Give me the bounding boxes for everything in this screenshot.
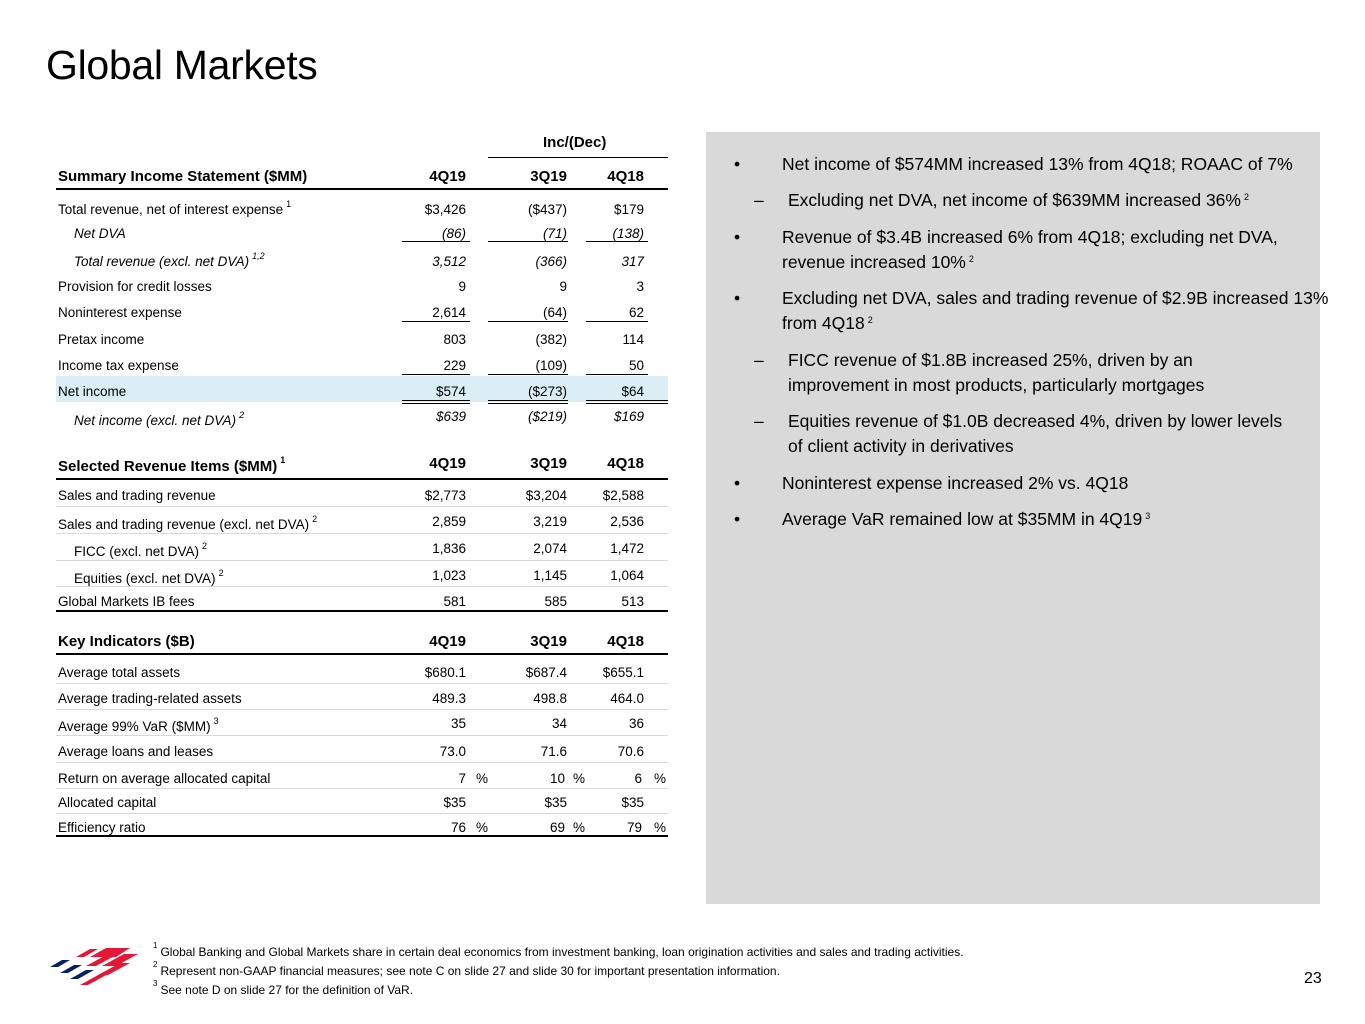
- cell: 36: [628, 716, 644, 731]
- percent-sign: %: [573, 820, 586, 835]
- cell: 10: [549, 771, 565, 786]
- cell: 1,145: [533, 568, 567, 583]
- row-separator: [56, 560, 668, 561]
- row-label: Efficiency ratio: [58, 820, 146, 835]
- percent-sign: %: [573, 771, 586, 786]
- cell: (71): [542, 226, 567, 241]
- bullet-marker: •: [734, 227, 741, 247]
- cell: $35: [621, 795, 644, 810]
- cell: 69: [549, 820, 565, 835]
- cell: $169: [613, 409, 644, 424]
- table-row: [56, 402, 668, 428]
- row-label: Total revenue, net of interest expense $^1$: [58, 199, 292, 217]
- dash-marker: –: [754, 350, 764, 370]
- footnote: $^2$ Represent non-GAAP financial measures; see note C on slide 27 and slide 30 for important presentation information.: [153, 960, 780, 978]
- col-header: 3Q19: [530, 455, 567, 472]
- row-label: Average loans and leases: [58, 744, 214, 759]
- cell: 803: [443, 332, 466, 347]
- percent-sign: %: [654, 820, 667, 835]
- row-label: Sales and trading revenue: [58, 488, 216, 503]
- cell: $687.4: [525, 665, 567, 680]
- cell: $639: [435, 409, 466, 424]
- col-header: 3Q19: [530, 633, 567, 650]
- table-header: [56, 162, 668, 188]
- cell: 513: [621, 594, 644, 609]
- dash-marker: –: [754, 190, 764, 210]
- cell: $655.1: [602, 665, 644, 680]
- cell: 62: [628, 305, 644, 320]
- cell: 34: [551, 716, 567, 731]
- cell: (382): [535, 332, 567, 347]
- revenue-header: Selected Revenue Items ($MM) $^1$: [58, 455, 286, 475]
- cell: 35: [450, 716, 466, 731]
- cell: 581: [443, 594, 466, 609]
- header-rule: [56, 188, 668, 190]
- cell: 3,219: [533, 514, 567, 529]
- table-row: [56, 763, 668, 789]
- cell: (64): [542, 305, 567, 320]
- cell: 2,536: [610, 514, 644, 529]
- table-row: [56, 657, 668, 683]
- row-label: Average trading-related assets: [58, 691, 242, 706]
- row-label: Net DVA: [74, 226, 126, 241]
- cell: 585: [544, 594, 567, 609]
- footnote: $^1$ Global Banking and Global Markets share in certain deal economics from investment banking, loan origination activities and sales and trading activities.: [153, 941, 964, 959]
- cell: 114: [622, 332, 644, 347]
- cell: 2,859: [432, 514, 466, 529]
- subtotal-rule: [488, 374, 568, 375]
- row-label: Total revenue (excl. net DVA) $^{1,2}$: [74, 251, 265, 269]
- summary-header: Summary Income Statement ($MM): [58, 168, 308, 185]
- bullet-text: Net income of $574MM increased 13% from 4Q18; ROAAC of 7%: [782, 154, 1293, 174]
- cell: 2,074: [533, 541, 567, 556]
- cell: ($437): [527, 202, 567, 217]
- bullet-text: Revenue of $3.4B increased 6% from 4Q18; excluding net DVA, revenue increased 10% $^2$: [782, 227, 1278, 272]
- percent-sign: %: [654, 771, 667, 786]
- cell: 73.0: [439, 744, 466, 759]
- cell: 6: [634, 771, 642, 786]
- row-label: Global Markets IB fees: [58, 594, 195, 609]
- inc-dec-underline: [488, 157, 668, 158]
- cell: 1,023: [432, 568, 466, 583]
- cell: $680.1: [424, 665, 466, 680]
- cell: ($273): [527, 384, 567, 399]
- cell: 489.3: [432, 691, 466, 706]
- cell: 79: [626, 820, 642, 835]
- inc-dec-label: Inc/(Dec): [543, 134, 607, 151]
- cell: $574: [435, 384, 466, 399]
- cell: $179: [613, 202, 644, 217]
- table-row: [56, 194, 668, 220]
- cell: ($219): [527, 409, 567, 424]
- cell: 71.6: [540, 744, 567, 759]
- cell: 2,614: [432, 305, 466, 320]
- bullet-text: Noninterest expense increased 2% vs. 4Q18: [782, 473, 1129, 493]
- table-row: [56, 736, 668, 762]
- table-row: [56, 271, 668, 297]
- page-number: 23: [1304, 970, 1322, 987]
- cell: 317: [621, 254, 644, 269]
- row-label: Noninterest expense: [58, 305, 182, 320]
- dash-marker: –: [754, 411, 764, 431]
- percent-sign: %: [476, 820, 489, 835]
- table-header: [56, 452, 668, 478]
- bullet-text: Excluding net DVA, net income of $639MM increased 36% $^2$: [788, 190, 1249, 210]
- subtotal-rule: [402, 241, 470, 242]
- cell: $3,426: [424, 202, 466, 217]
- col-header: 4Q19: [429, 168, 466, 185]
- row-label: Pretax income: [58, 332, 145, 347]
- cell: $2,773: [424, 488, 466, 503]
- bullet-text: Average VaR remained low at $35MM in 4Q19 $^3$: [782, 509, 1151, 529]
- cell: 1,836: [432, 541, 466, 556]
- cell: $35: [443, 795, 466, 810]
- cell: 3,512: [432, 254, 466, 269]
- cell: (138): [612, 226, 644, 241]
- cell: 9: [458, 279, 466, 294]
- row-label: Income tax expense: [58, 358, 179, 373]
- table-row: [56, 324, 668, 350]
- cell: $2,588: [602, 488, 644, 503]
- row-label: Equities (excl. net DVA) $^2$: [74, 568, 224, 586]
- col-header: 3Q19: [530, 168, 567, 185]
- table-bottom-rule: [56, 610, 668, 612]
- cell: (366): [535, 254, 567, 269]
- table-row: [56, 586, 668, 612]
- col-header: 4Q19: [429, 633, 466, 650]
- net-income-row: [56, 376, 668, 402]
- col-header: 4Q18: [607, 633, 644, 650]
- subtotal-rule: [488, 321, 568, 322]
- col-header: 4Q19: [429, 455, 466, 472]
- bullet-text: FICC revenue of $1.8B increased 25%, driven by an improvement in most products, particularly mortgages: [788, 350, 1205, 395]
- table-row: [56, 246, 668, 272]
- col-header: 4Q18: [607, 455, 644, 472]
- cell: 9: [559, 279, 567, 294]
- row-label: Average total assets: [58, 665, 181, 680]
- bullet-text: Equities revenue of $1.0B decreased 4%, driven by lower levels of client activity in derivatives: [788, 411, 1283, 456]
- bank-logo-icon: [46, 945, 138, 995]
- table-row: [56, 787, 668, 813]
- footnote: $^3$ See note D on slide 27 for the definition of VaR.: [153, 979, 414, 997]
- row-separator: [56, 506, 668, 507]
- table-row: [56, 536, 668, 562]
- cell: (86): [441, 226, 466, 241]
- bullet-marker: •: [734, 509, 741, 529]
- page-title: Global Markets: [46, 42, 318, 88]
- cell: 498.8: [533, 691, 567, 706]
- table-header: [56, 627, 668, 653]
- cell: 70.6: [617, 744, 644, 759]
- row-separator: [56, 709, 668, 710]
- bullet-marker: •: [734, 288, 741, 308]
- percent-sign: %: [476, 771, 489, 786]
- table-row: [56, 683, 668, 709]
- subtotal-rule: [488, 241, 568, 242]
- row-separator: [56, 533, 668, 534]
- cell: 464.0: [610, 691, 644, 706]
- subtotal-rule: [586, 321, 648, 322]
- cell: 1,472: [610, 541, 644, 556]
- header-rule: [56, 653, 668, 655]
- row-label: Average 99% VaR ($MM) $^3$: [58, 716, 219, 734]
- table-bottom-rule: [56, 835, 668, 837]
- table-row: [56, 350, 668, 376]
- cell: $3,204: [525, 488, 567, 503]
- subtotal-rule: [586, 374, 648, 375]
- cell: 76: [450, 820, 466, 835]
- cell: 50: [628, 358, 644, 373]
- cell: $64: [621, 384, 644, 399]
- row-label: Net income: [58, 384, 127, 399]
- row-label: Return on average allocated capital: [58, 771, 271, 786]
- cell: 1,064: [610, 568, 644, 583]
- bullet-marker: •: [734, 154, 741, 174]
- row-label: Net income (excl. net DVA) $^2$: [74, 410, 245, 428]
- table-row: [56, 297, 668, 323]
- subtotal-rule: [402, 374, 470, 375]
- cell: 7: [458, 771, 466, 786]
- row-label: FICC (excl. net DVA) $^2$: [74, 541, 208, 559]
- table-row: [56, 509, 668, 535]
- bullet-text: Excluding net DVA, sales and trading revenue of $2.9B increased 13% from 4Q18 $^2$: [782, 288, 1329, 333]
- cell: (109): [535, 358, 567, 373]
- subtotal-rule: [402, 321, 470, 322]
- subtotal-rule: [586, 241, 648, 242]
- table-row: [56, 218, 668, 244]
- cell: $35: [544, 795, 567, 810]
- col-header: 4Q18: [607, 168, 644, 185]
- row-label: Sales and trading revenue (excl. net DVA) $^2$: [58, 514, 318, 532]
- row-label: Provision for credit losses: [58, 279, 212, 294]
- cell: 3: [636, 279, 644, 294]
- table-row: [56, 711, 668, 737]
- table-row: [56, 480, 668, 506]
- indicators-header: Key Indicators ($B): [58, 633, 195, 650]
- bullet-marker: •: [734, 473, 741, 493]
- row-label: Allocated capital: [58, 795, 157, 810]
- cell: 229: [443, 358, 466, 373]
